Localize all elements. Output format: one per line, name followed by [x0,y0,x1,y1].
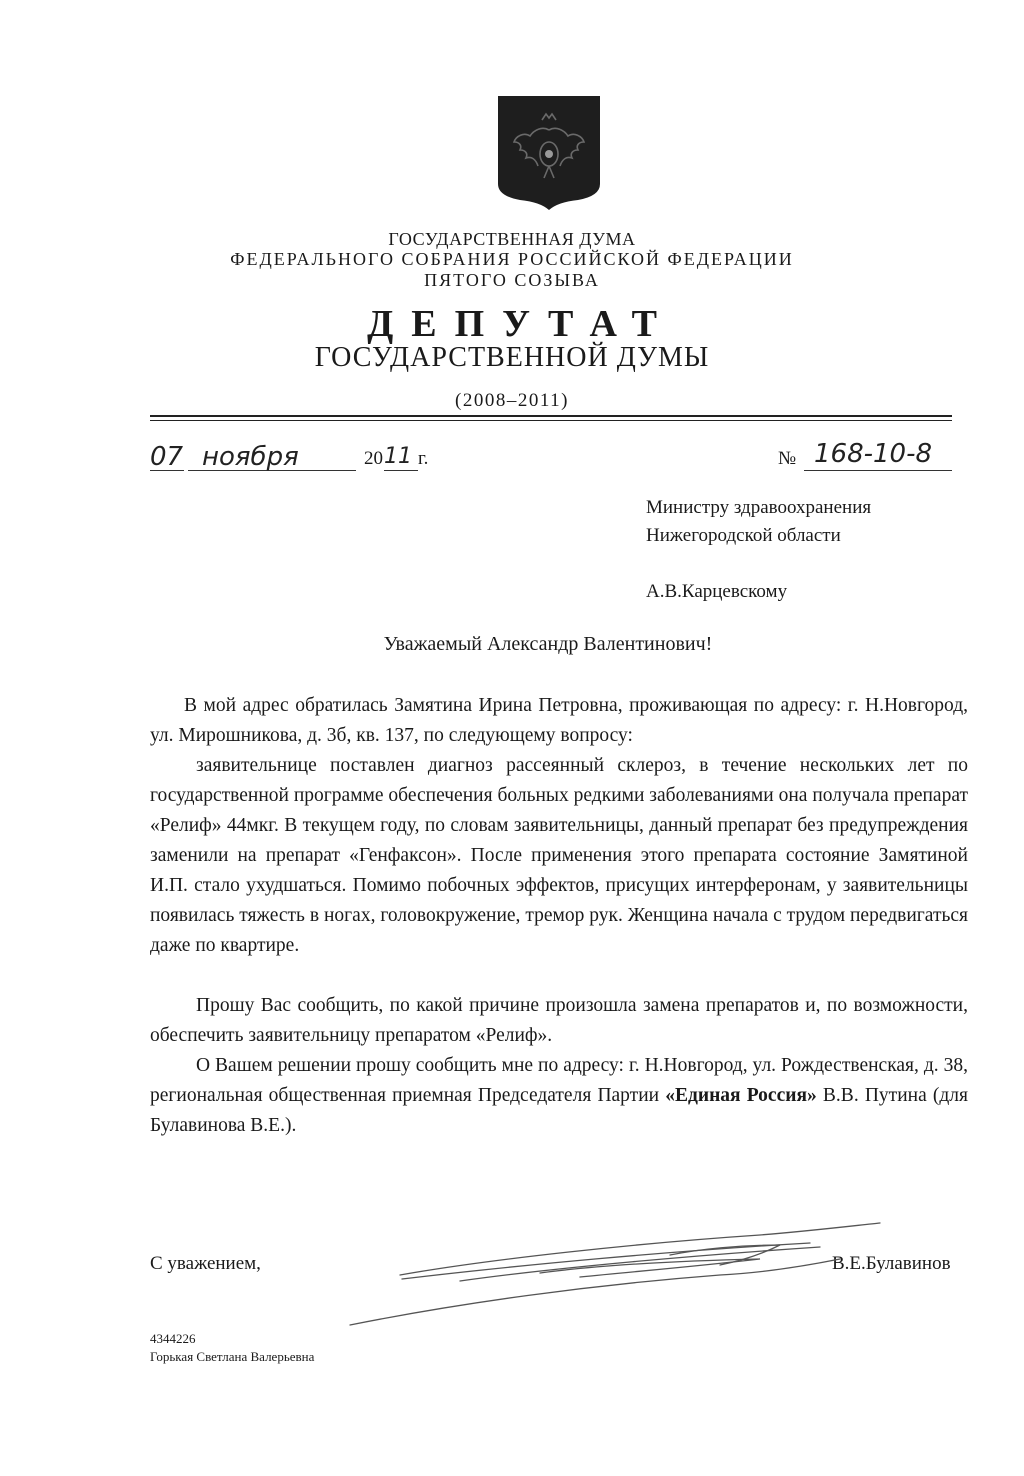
document-number-label: № [778,448,797,469]
date-month-handwritten: ноября [202,442,299,472]
executor-name: Горькая Светлана Валерьевна [150,1349,315,1364]
date-month-field [188,444,356,471]
paragraph-case-description: заявительнице поставлен диагноз рассеянный склероз, в течение нескольких лет по государственной программе обеспечения больных редкими заболеваниями она получала препарат «Релиф» 44мкг. В текущем году, по словам заявительницы, данный препарат без предупреждения заменили на препарат «Генфаксон». После применения этого препарата состояние Замятиной И.П. стало ухудшаться. Помимо побочных эффектов, присущих интерферонам, у заявительницы появилась тяжесть в ногах, головокружение, тремор рук. Женщина начала с трудом передвигаться даже по квартире. [150,755,968,956]
addressee-line-1: Министру здравоохранения [646,497,872,518]
salutation: Уважаемый Александр Валентинович! [383,633,713,655]
date-year-prefix: 20 [364,448,383,469]
signer-name: В.Е.Булавинов [832,1253,951,1274]
party-name-bold: «Единая Россия» [665,1085,817,1106]
header-subtitle: ГОСУДАРСТВЕННОЙ ДУМЫ [314,342,710,373]
header-line-duma: ГОСУДАРСТВЕННАЯ ДУМА [388,229,636,249]
closing-regards: С уважением, [150,1253,261,1274]
addressee-name: А.В.Карцевскому [646,581,788,602]
date-day-handwritten: 07 [150,442,184,472]
header-title-deputy: ДЕПУТАТ [367,303,675,345]
executor-phone: 4344226 [150,1331,196,1346]
paragraph-request-source: В мой адрес обратилась Замятина Ирина Петровна, проживающая по адресу: г. Н.Новгород, ул. Мирошникова, д. 3б, кв. 137, по следующему вопросу: [150,695,968,746]
date-year-suffix: г. [418,448,429,469]
state-emblem-icon [498,96,600,210]
header-divider-thin [150,420,952,421]
date-day-field [150,444,184,471]
paragraph-reply-address [150,1051,968,1141]
document-number-handwritten: 168-10-8 [814,439,933,469]
paragraph-request: Прошу Вас сообщить, по какой причине произошла замена препаратов и, по возможности, обеспечить заявительницу препаратом «Релиф». [150,995,968,1046]
reply-address-text: О Вашем решении прошу сообщить мне по адресу: г. Н.Новгород, ул. Рождественская, д. 38, региональная общественная приемная Председателя Партии [150,1055,968,1106]
reply-address-end: В.В. Путина (для Булавинова В.Е.). [150,1085,968,1136]
header-divider-thick [150,415,952,417]
document-number-field [804,438,952,471]
header-years: (2008–2011) [455,390,569,411]
handwritten-signature [340,1215,890,1335]
addressee-line-2: Нижегородской области [646,525,841,546]
date-year-field [384,444,418,471]
header-line-convocation: ПЯТОГО СОЗЫВА [424,270,600,290]
date-year-handwritten: 11 [384,444,412,469]
header-line-federal-assembly: ФЕДЕРАЛЬНОГО СОБРАНИЯ РОССИЙСКОЙ ФЕДЕРАЦИИ [230,249,794,269]
